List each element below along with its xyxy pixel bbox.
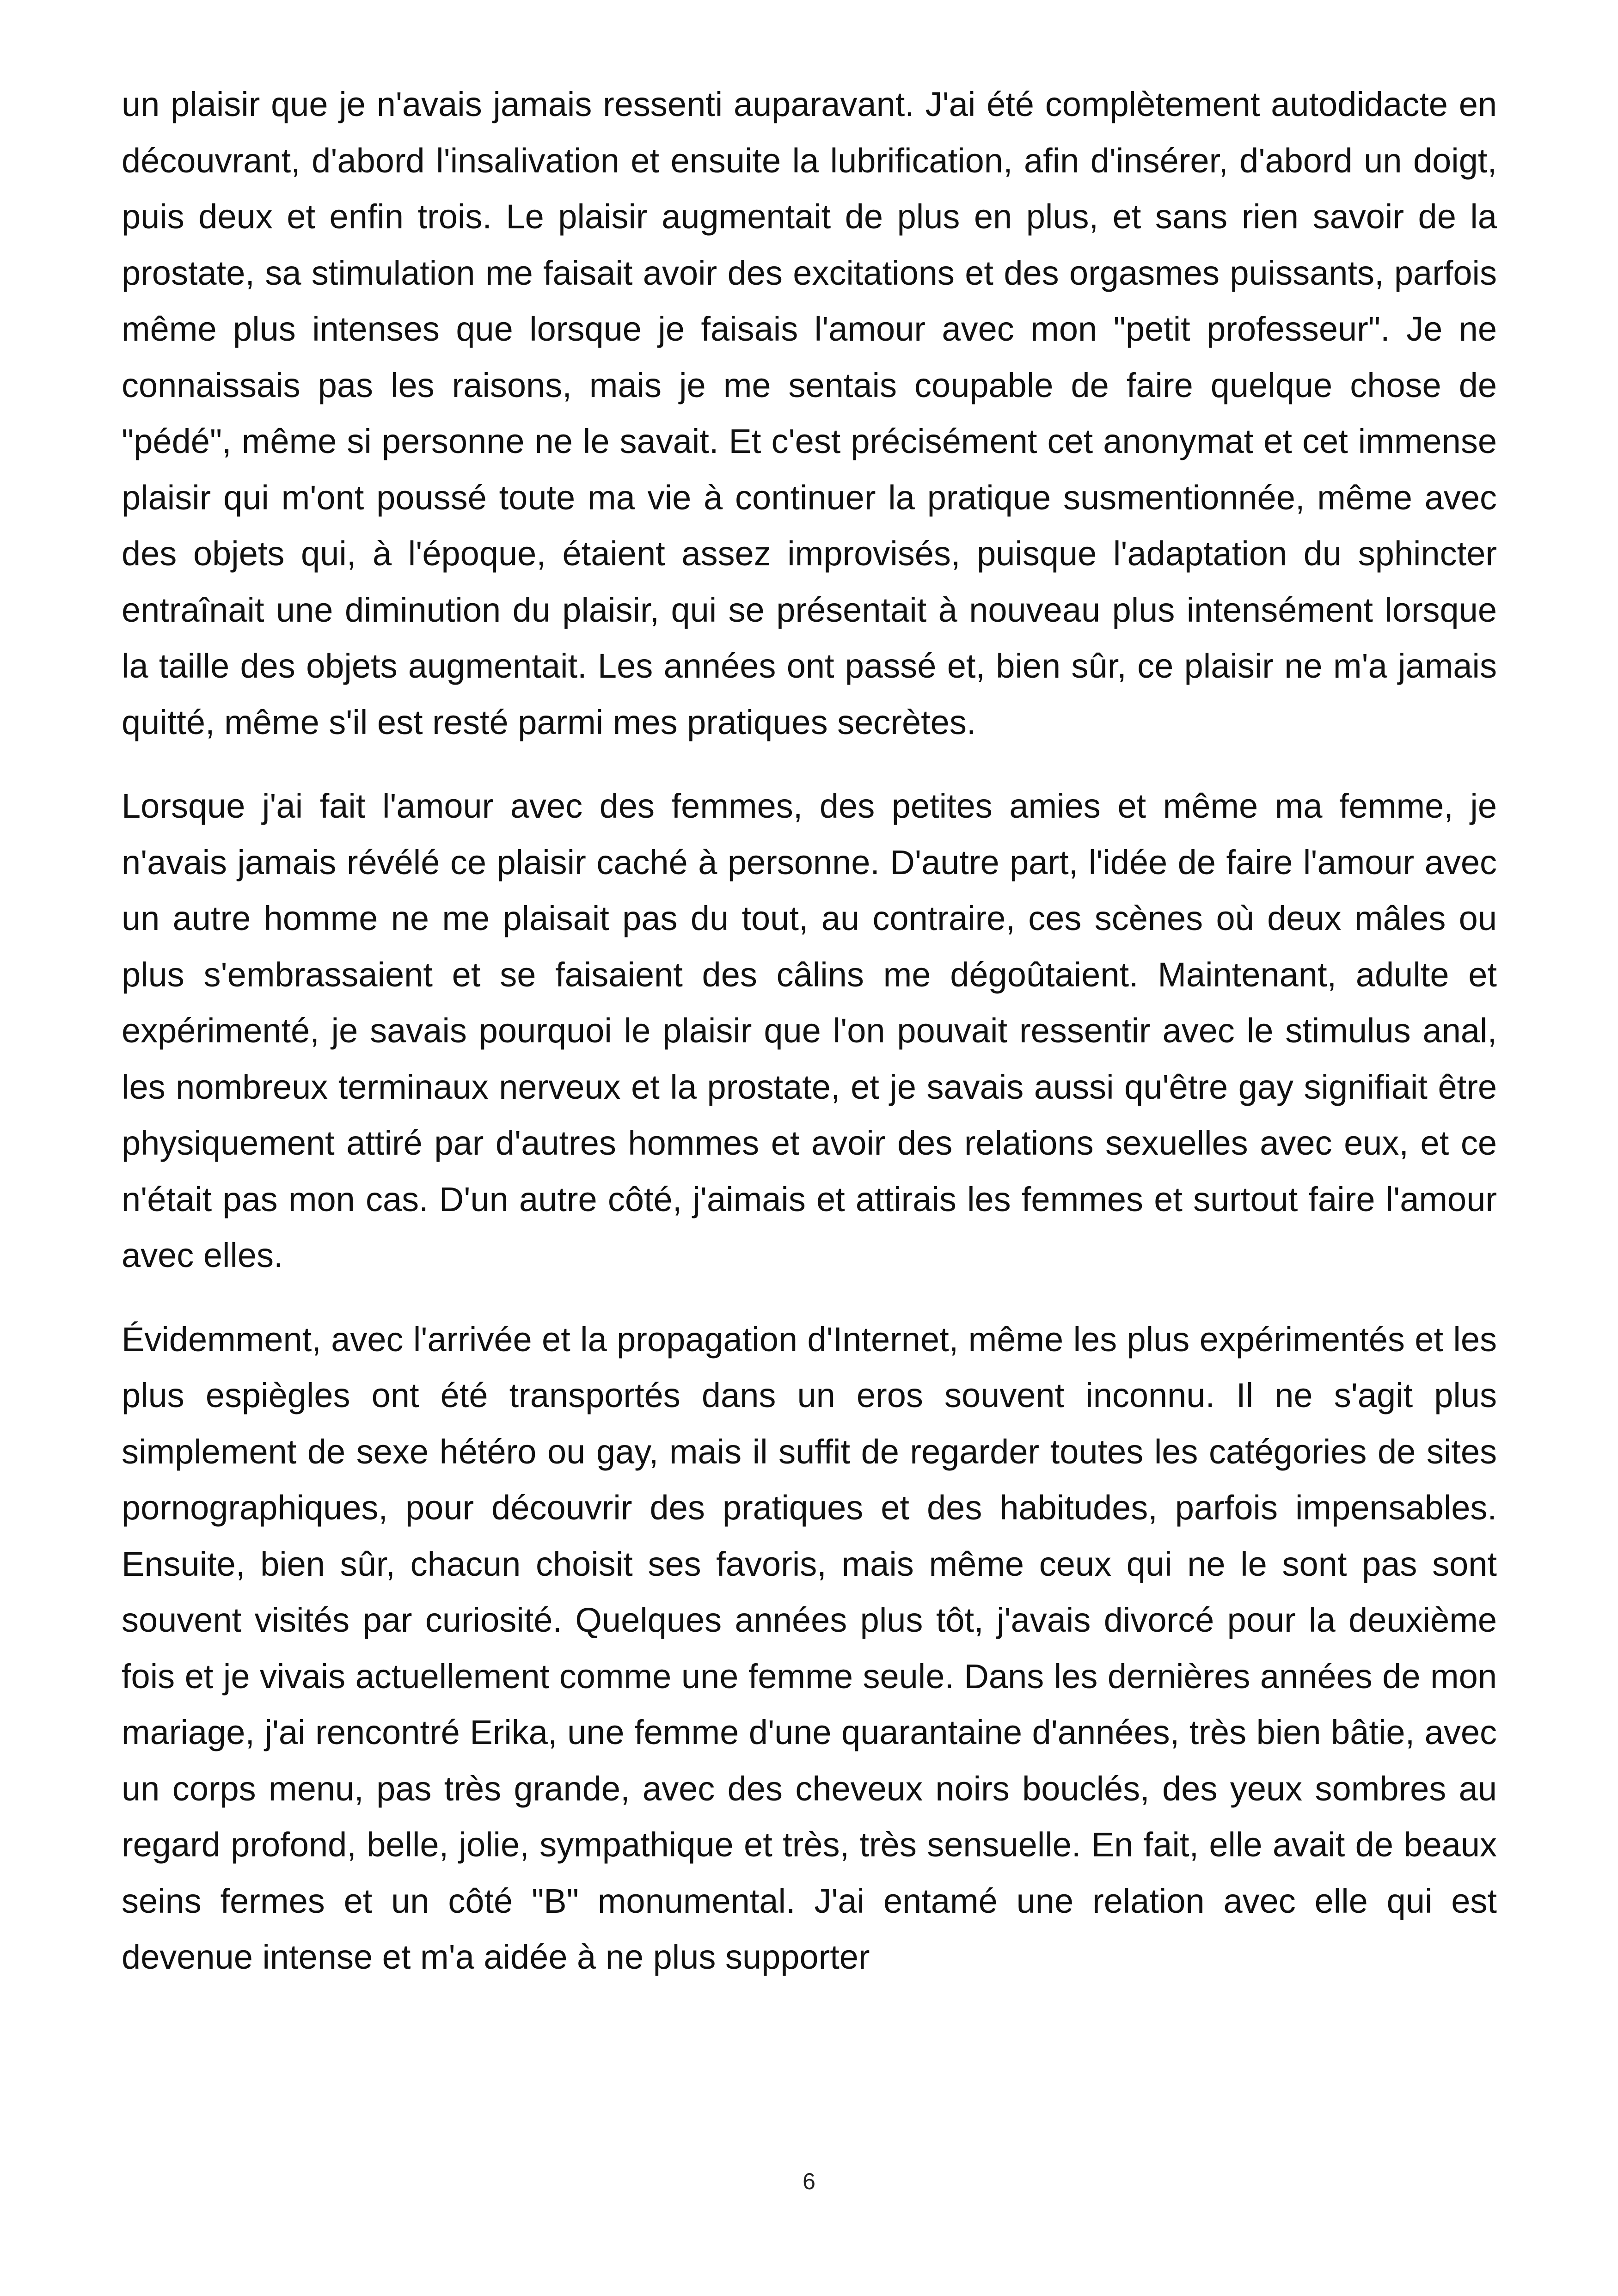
paragraph-2: Lorsque j'ai fait l'amour avec des femmes, des petites amies et même ma femme, je n'avais jamais révélé ce plaisir caché à personne. D'autre part, l'idée de faire l'amour avec un autre homme ne me plaisait pas du tout, au contraire, ces scènes où deux mâles ou plus s'embrassaient et se faisaient des câlins me dégoûtaient. Maintenant, adulte et expérimenté, je savais pourquoi le plaisir que l'on pouvait ressentir avec le stimulus anal, les nombreux terminaux nerveux et la prostate, et je savais aussi qu'être gay signifiait être physiquement attiré par d'autres hommes et avoir des relations sexuelles avec eux, et ce n'était pas mon cas. D'un autre côté, j'aimais et attirais les femmes et surtout faire l'amour avec elles.	[122, 787, 1497, 1274]
page-number: 6	[803, 2168, 815, 2194]
paragraph-3: Évidemment, avec l'arrivée et la propagation d'Internet, même les plus expérimentés et les plus espiègles ont été transportés dans un eros souvent inconnu. Il ne s'agit plus simplement de sexe hétéro ou gay, mais il suffit de regarder toutes les catégories de sites pornographiques, pour découvrir des pratiques et des habitudes, parfois impensables. Ensuite, bien sûr, chacun choisit ses favoris, mais même ceux qui ne le sont pas sont souvent visités par curiosité. Quelques années plus tôt, j'avais divorcé pour la deuxième fois et je vivais actuellement comme une femme seule. Dans les dernières années de mon mariage, j'ai rencontré Erika, une femme d'une quarantaine d'années, très bien bâtie, avec un corps menu, pas très grande, avec des cheveux noirs bouclés, des yeux sombres au regard profond, belle, jolie, sympathique et très, très sensuelle. En fait, elle avait de beaux seins fermes et un côté "B" monumental. J'ai entamé une relation avec elle qui est devenue intense et m'a aidée à ne plus supporter	[122, 1320, 1497, 1976]
paragraph-1: un plaisir que je n'avais jamais ressenti auparavant. J'ai été complètement autodidacte en découvrant, d'abord l'insalivation et ensuite la lubrification, afin d'insérer, d'abord un doigt, puis deux et enfin trois. Le plaisir augmentait de plus en plus, et sans rien savoir de la prostate, sa stimulation me faisait avoir des excitations et des orgasmes puissants, parfois même plus intenses que lorsque je faisais l'amour avec mon "petit professeur". Je ne connaissais pas les raisons, mais je me sentais coupable de faire quelque chose de "pédé", même si personne ne le savait. Et c'est précisément cet anonymat et cet immense plaisir qui m'ont poussé toute ma vie à continuer la pratique susmentionnée, même avec des objets qui, à l'époque, étaient assez improvisés, puisque l'adaptation du sphincter entraînait une diminution du plaisir, qui se présentait à nouveau plus intensément lorsque la taille des objets augmentait. Les années ont passé et, bien sûr, ce plaisir ne m'a jamais quitté, même s'il est resté parmi mes pratiques secrètes.	[122, 85, 1497, 741]
body-text	[122, 76, 1497, 2013]
